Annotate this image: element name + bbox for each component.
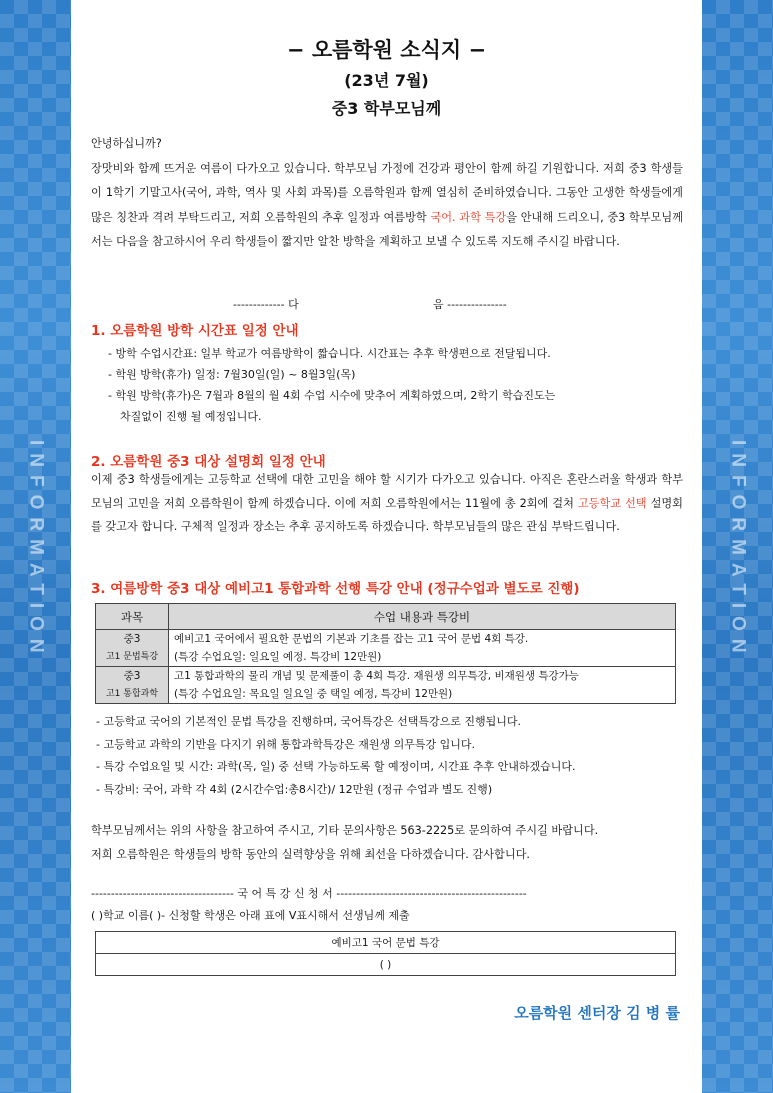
application-form-table xyxy=(95,931,676,976)
side-label-left: INFORMATION xyxy=(25,440,47,661)
table-row: 중3 고1 통합과학 고1 통합과학의 물리 개념 및 문제풀이 총 4회 특강. 재원생 의무특강, 비재원생 특강가능 (특강 수업요일: 목요일 일요일 중 택일 예정, 특강비 12만원) xyxy=(96,667,676,704)
section2-title: 2. 오름학원 중3 대상 설명회 일정 안내 xyxy=(91,454,326,470)
list-item: - 고등학교 과학의 기반을 다지기 위해 통합과학특강은 재원생 의무특강 입니다. xyxy=(96,737,475,751)
closing-paragraph: 학부모님께서는 위의 사항을 참고하여 주시고, 기타 문의사항은 563-2225로 문의하여 주시길 바랍니다. 저희 오름학원은 학생들의 방학 동안의 실력향상을 위해 최선을 다하겠습니다. 감사합니다. xyxy=(91,824,599,861)
table-header: 수업 내용과 특강비 xyxy=(169,604,676,630)
intro-greeting: 안녕하십니까? xyxy=(91,137,162,150)
form-course-cell: 예비고1 국어 문법 특강 xyxy=(96,932,676,954)
list-item: 차질없이 진행 될 예정입니다. xyxy=(120,410,262,423)
table-header: 과목 xyxy=(96,604,169,630)
course-table xyxy=(95,603,676,704)
application-form-header: ------------------------------------ 국 어 특 강 신 청 서 ------------------------------------------------ xyxy=(91,887,527,900)
intro-paragraph xyxy=(91,132,683,255)
signature: 오름학원 센터장 김 병 률 xyxy=(514,1004,680,1022)
side-label-right: INFORMATION xyxy=(727,440,749,661)
intro-body: 장맛비와 함께 뜨거운 여름이 다가오고 있습니다. 학부모님 가정에 건강과 평안이 함께 하길 기원합니다. 저희 중3 학생들이 1학기 기말고사(국어, 과학, 역사 및 사회 과목)를 오름학원과 함께 열심히 준비하였습니다. 그동안 고생한 학생들에게 많은 칭찬과 격려 부탁드리고, 저희 오름학원의 추후 일정과 여름방학 xyxy=(91,161,683,224)
list-item: - 학원 방학(휴가)은 7월과 8월의 월 4회 수업 시수에 맞추어 계획하였으며, 2학기 학습진도는 xyxy=(108,389,556,402)
section3-title: 3. 여름방학 중3 대상 예비고1 통합과학 선행 특강 안내 (정규수업과 별도로 진행) xyxy=(91,581,580,597)
section2-highlight: 고등학교 선택 xyxy=(577,496,647,510)
application-form-instructions: ( )학교 이름( )- 신청할 학생은 아래 표에 V표시해서 선생님께 제출 xyxy=(91,909,410,922)
list-item: - 특강비: 국어, 과학 각 4회 (2시간수업:총8시간)/ 12만원 (정규 수업과 별도 진행) xyxy=(96,782,493,796)
left-side-banner xyxy=(0,0,71,1093)
newsletter-audience: 중3 학부모님께 xyxy=(331,99,442,118)
list-item: - 방학 수업시간표: 일부 학교가 여름방학이 짧습니다. 시간표는 추후 학생편으로 전달됩니다. xyxy=(108,347,551,360)
section2-paragraph: 이제 중3 학생들에게는 고등학교 선택에 대한 고민을 해야 할 시기가 다가오고 있습니다. 아직은 혼란스러울 학생과 학부모님의 고민을 저희 오름학원이 함께 하겠습니다. 이에 저희 오름학원에서는 11월에 총 2회에 걸쳐 고등학교 선택 설명회를 갖고자 합니다. 구체적 일정과 장소는 추후 공지하도록 하겠습니다. 학부모님들의 많은 관심 부탁드립니다. xyxy=(91,473,683,533)
newsletter-date: (23년 7월) xyxy=(344,71,429,90)
section3-list xyxy=(96,711,576,801)
section1-list xyxy=(108,343,555,427)
list-item: - 고등학교 국어의 기본적인 문법 특강을 진행하며, 국어특강은 선택특강으로 진행됩니다. xyxy=(96,715,521,728)
newsletter-title: − 오름학원 소식지 − xyxy=(286,38,487,62)
intro-body-end: 을 안내해 드리오니, 중3 학부모님께서는 다음을 참고하시어 우리 학생들이 짧지만 알찬 방학을 계획하고 보낼 수 있도록 지도해 주시길 바랍니다. xyxy=(91,210,683,248)
form-check-cell[interactable]: ( ) xyxy=(96,954,676,976)
list-item: - 특강 수업요일 및 시간: 과학(목, 일) 중 선택 가능하도록 할 예정이며, 시간표 추후 안내하겠습니다. xyxy=(96,760,576,773)
right-side-banner xyxy=(702,0,773,1093)
newsletter-page: − 오름학원 소식지 − (23년 7월) 중3 학부모님께 안녕하십니까? 장맛비와 함께 뜨거운 여름이 다가오고 있습니다. 학부모님 가정에 건강과 평안이 함께 하길 기원합니다. 저희 중3 학생들이 1학기 기말고사(국어, 과학, 역사 및 사회 과목)를 오름학원과 함께 열심히 준비하였습니다. 그동안 고생한 학생들에게 많은 칭찬과 격려 부탁드리고, 저희 오름학원의 추후 일정과 여름방학 국어. 과학 특강을 안내해 드리오니, 중3 학부모님께서는 다음을 참고하시어 우리 학생들이 짧지만 알찬 방학을 계획하고 보낼 수 있도록 지도해 주시길 바랍니다. ------------- 다 음 --------------- 1. 오름학원 방학 시간표 일정 안내 - 방학 수업시간표: 일부 학교가 여름방학이 짧습니다. 시간표는 추후 학생편으로 전달됩니다. - 학원 방학(휴가) 일정: 7월30일(일) ~ 8월3일(목) - 학원 방학(휴가)은 7월과 8월의 월 4회 수업 시수에 맞추어 계획하였으며, 2학기 학습진도는 차질없이 진행 될 예정입니다. 2. 오름학원 중3 대상 설명회 일정 안내 이제 중3 학생들에게는 고등학교 선택에 대한 고민을 해야 할 시기가 다가오고 있습니다. 아직은 혼란스러울 학생과 학부모님의 고민을 저희 오름학원이 함께 하겠습니다. 이에 저희 오름학원에서는 11월에 총 2회에 걸쳐 고등학교 선택 설명회를 갖고자 합니다. 구체적 일정과 장소는 추후 공지하도록 하겠습니다. 학부모님들의 많은 관심 부탁드립니다. 3. 여름방학 중3 대상 예비고1 통합과학 선행 특강 안내 (정규수업과 별도로 진행) 과목 수업 내용과 특강비 중3 고1 문법특강 예비고1 국어에서 필요한 문법의 기본과 기초를 잡는 고1 국어 문법 4회 특강. (특강 수업요일: 일요일 예정. 특강비 12만원) 중3 고1 통합과학 고1 통합과학의 물리 개념 및 문제풀이 총 4회 특강. 재원생 의무특강, 비재원생 특강가능 (특강 수업요일: 목요일 일요일 중 택일 예정, 특강비 12만원) - 고등학교 국어의 기본적인 문법 특강을 진행하며, 국어특강은 선택특강으로 진행됩니다. - 고등학교 과학의 기반을 다지기 위해 통합과학특강은 재원생 의무특강 입니다. - 특강 수업요일 및 시간: 과학(목, 일) 중 선택 가능하도록 할 예정이며, 시간표 추후 안내하겠습니다. - 특강비: 국어, 과학 각 4회 (2시간수업:총8시간)/ 12만원 (정규 수업과 별도 진행) 학부모님께서는 위의 사항을 참고하여 주시고, 기타 문의사항은 563-2225로 문의하여 주시길 바랍니다. 저희 오름학원은 학생들의 방학 동안의 실력향상을 위해 최선을 다하겠습니다. 감사합니다. ------------------------------------ 국 어 특 강 신 청 서 ------------------------------------------------ ( )학교 이름( )- 신청할 학생은 아래 표에 V표시해서 선생님께 제출 예비고1 국어 문법 특강 ( ) 오름학원 센터장 김 병 률 xyxy=(71,0,702,1093)
section1-title: 1. 오름학원 방학 시간표 일정 안내 xyxy=(91,323,299,339)
intro-highlight: 국어. 과학 특강 xyxy=(430,210,507,224)
table-row: 중3 고1 문법특강 예비고1 국어에서 필요한 문법의 기본과 기초를 잡는 고1 국어 문법 4회 특강. (특강 수업요일: 일요일 예정. 특강비 12만원) xyxy=(96,630,676,667)
list-item: - 학원 방학(휴가) 일정: 7월30일(일) ~ 8월3일(목) xyxy=(108,368,356,381)
